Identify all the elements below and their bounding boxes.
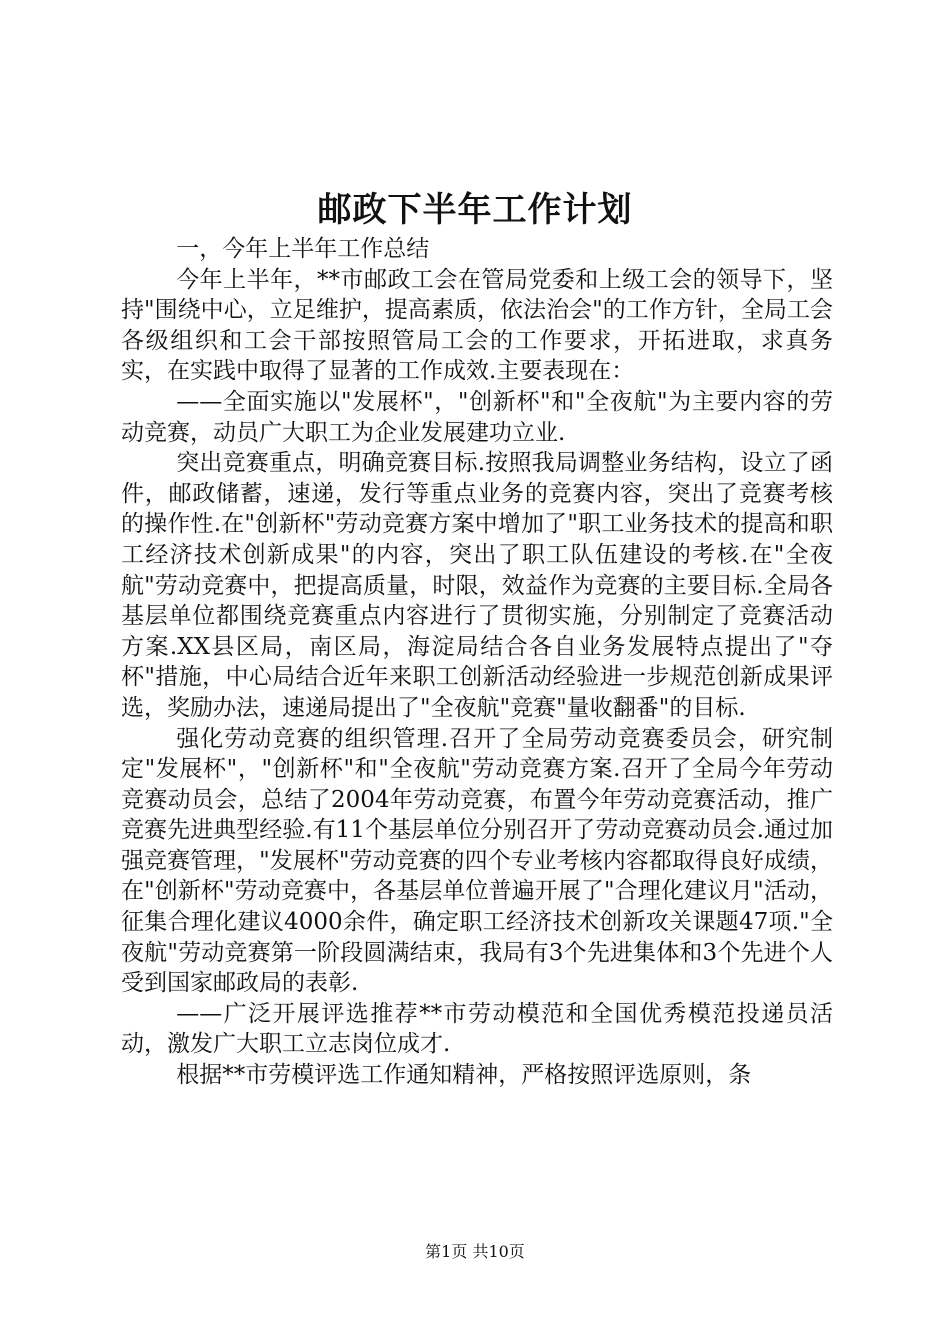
paragraph: 突出竞赛重点，明确竞赛目标.按照我局调整业务结构，设立了函件，邮政储蓄，速递，发行等重点业务的竞赛内容，突出了竞赛考核的操作性.在"创新杯"劳动竞赛方案中增加了"职工业务技术的提高和职工经济技术创新成果"的内容，突出了职工队伍建设的考核.在"全夜航"劳动竞赛中，把提高质量，时限，效益作为竞赛的主要目标.全局各基层单位都围绕竞赛重点内容进行了贯彻实施，分别制定了竞赛活动方案.XX县区局，南区局，海淀局结合各自业务发展特点提出了"夺杯"措施，中心局结合近年来职工创新活动经验进一步规范创新成果评选，奖励办法，速递局提出了"全夜航"竞赛"量收翻番"的目标. <box>121 450 833 721</box>
document-title: 邮政下半年工作计划 <box>317 190 633 230</box>
paragraph: ——广泛开展评选推荐**市劳动模范和全国优秀模范投递员活动，激发广大职工立志岗位成才. <box>121 1000 833 1058</box>
paragraph: 强化劳动竞赛的组织管理.召开了全局劳动竞赛委员会，研究制定"发展杯"，"创新杯"和"全夜航"劳动竞赛方案.召开了全局今年劳动竞赛动员会，总结了2004年劳动竞赛，布置今年劳动竞赛活动，推广竞赛先进典型经验.有11个基层单位分别召开了劳动竞赛动员会.通过加强竞赛管理，"发展杯"劳动竞赛的四个专业考核内容都取得良好成绩，在"创新杯"劳动竞赛中，各基层单位普遍开展了"合理化建议月"活动，征集合理化建议4000余件，确定职工经济技术创新攻关课题47项."全夜航"劳动竞赛第一阶段圆满结束，我局有3个先进集体和3个先进个人受到国家邮政局的表彰. <box>121 725 833 997</box>
document-body <box>121 234 833 1091</box>
section-heading: 一，今年上半年工作总结 <box>176 236 430 262</box>
page-footer: 第1页 共10页 <box>425 1242 525 1261</box>
paragraph: 今年上半年，**市邮政工会在管局党委和上级工会的领导下，坚持"围绕中心，立足维护，提高素质，依法治会"的工作方针，全局工会各级组织和工会干部按照管局工会的工作要求，开拓进取，求真务实，在实践中取得了显著的工作成效.主要表现在： <box>121 266 833 385</box>
paragraph: 根据**市劳模评选工作通知精神，严格按照评选原则，条 <box>176 1062 752 1089</box>
paragraph: ——全面实施以"发展杯"，"创新杯"和"全夜航"为主要内容的劳动竞赛，动员广大职工为企业发展建功立业. <box>121 388 833 446</box>
